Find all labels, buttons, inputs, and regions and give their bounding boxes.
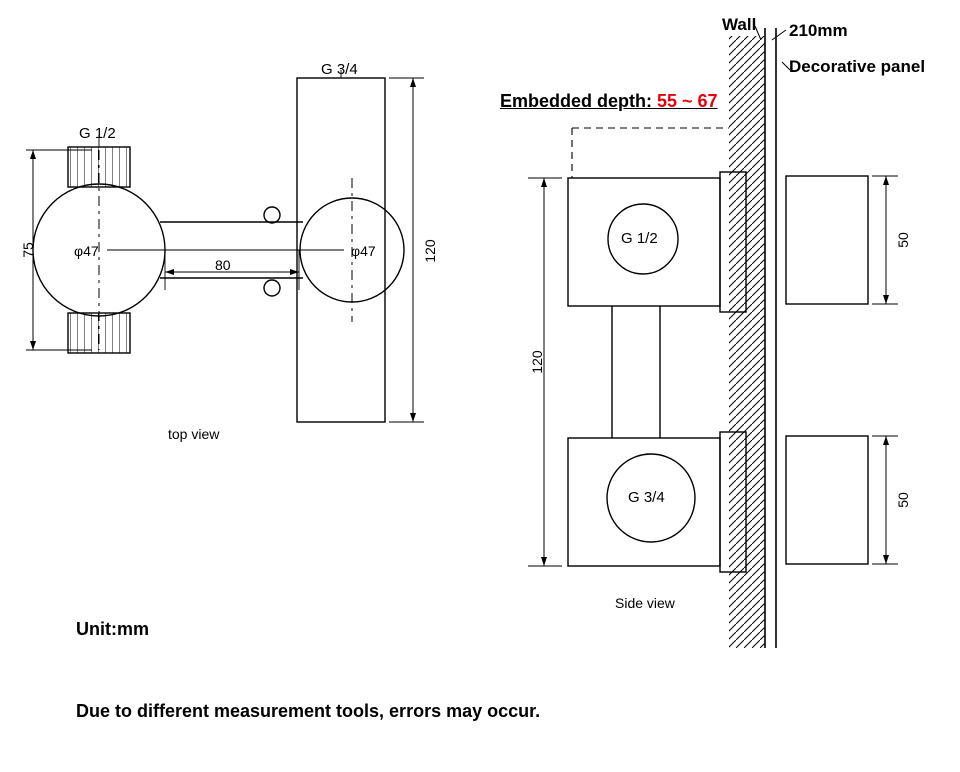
lower-panel-cap xyxy=(786,436,868,564)
label-top-thread-g12: G 1/2 xyxy=(79,125,116,142)
caption-side-view: Side view xyxy=(615,595,675,611)
label-wall: Wall xyxy=(722,15,757,34)
note-disclaimer: Due to different measurement tools, errors may occur. xyxy=(76,701,541,721)
label-diameter-left: φ47 xyxy=(74,243,99,259)
label-decorative-panel: Decorative panel xyxy=(789,57,926,76)
label-embedded-depth xyxy=(500,92,718,110)
label-side-port-g34: G 3/4 xyxy=(628,489,665,506)
side-view-group xyxy=(528,26,898,648)
label-diameter-right: φ47 xyxy=(351,243,376,259)
screw-circle-upper xyxy=(264,207,280,223)
caption-top-view: top view xyxy=(168,426,220,442)
wall-hatch xyxy=(729,36,765,648)
dim-label-120-top-view: 120 xyxy=(422,239,438,263)
label-panel-thickness: 210mm xyxy=(789,21,848,40)
screw-circle-lower xyxy=(264,280,280,296)
dim-label-75: 75 xyxy=(20,242,36,258)
embedded-depth-text: Embedded depth: xyxy=(500,91,652,111)
dim-label-80: 80 xyxy=(215,257,231,273)
embedded-depth-value: 55 ~ 67 xyxy=(657,91,718,111)
leader-210mm xyxy=(772,30,786,40)
label-top-thread-g34: G 3/4 xyxy=(321,61,358,78)
note-unit: Unit:mm xyxy=(76,619,149,639)
dim-label-upper-50: 50 xyxy=(895,232,911,248)
dim-label-lower-50: 50 xyxy=(895,492,911,508)
dim-label-side-120: 120 xyxy=(529,350,545,374)
upper-panel-cap xyxy=(786,176,868,304)
label-side-port-g12: G 1/2 xyxy=(621,230,658,247)
